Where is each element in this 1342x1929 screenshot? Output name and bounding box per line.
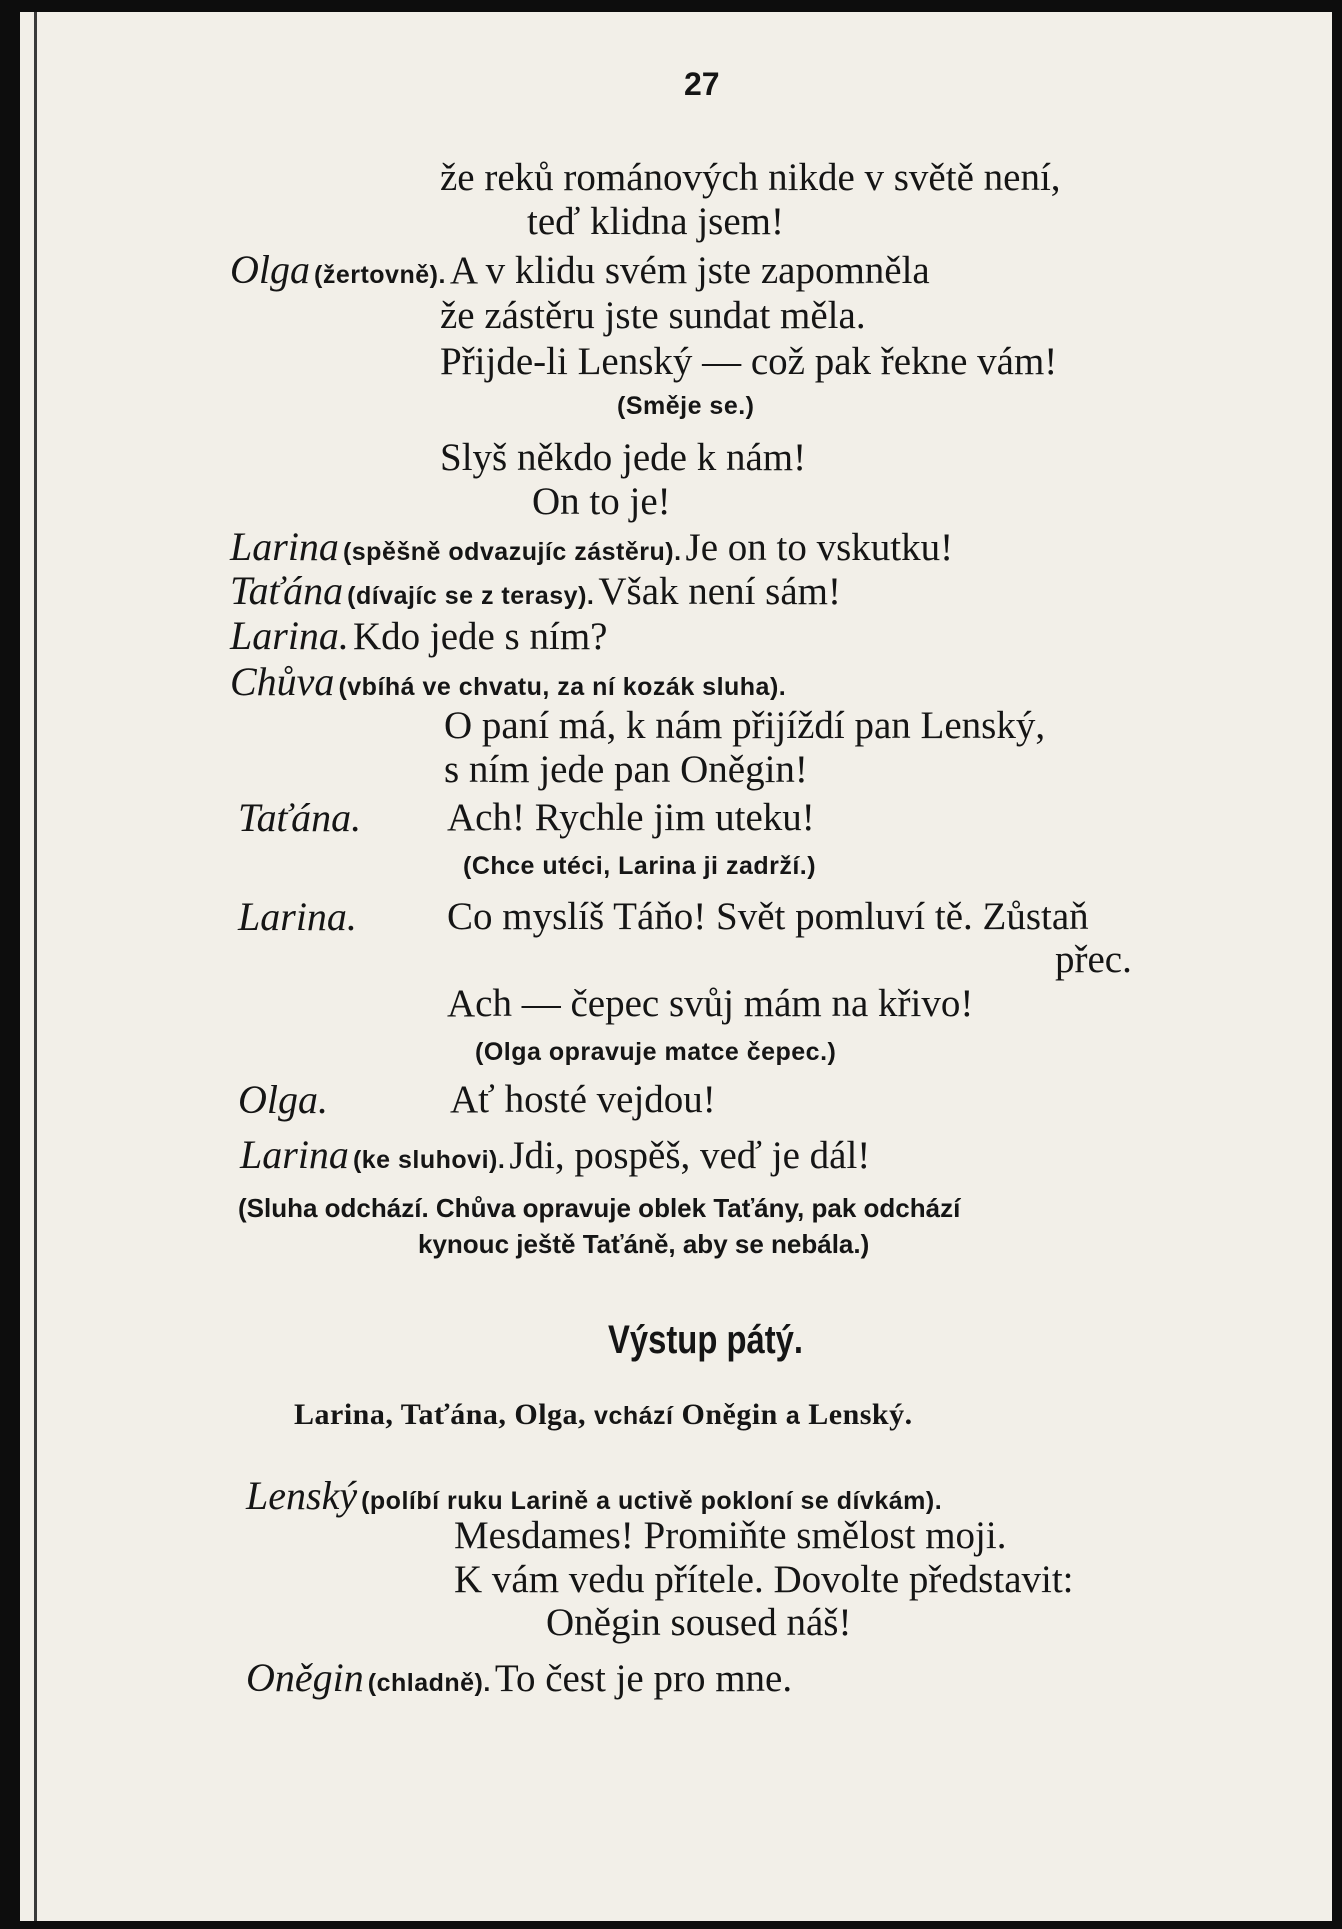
dialogue-line	[246, 1655, 793, 1700]
page-number: 27	[684, 66, 720, 102]
dialogue-line	[230, 659, 787, 704]
speaker-name: Oněgin	[246, 1655, 364, 1700]
speaker-name: Olga.	[238, 1077, 328, 1122]
scan-border-bottom	[0, 1921, 1342, 1929]
scene-heading: Výstup pátý.	[608, 1318, 804, 1362]
binding-edge	[34, 12, 37, 1921]
stage-direction: (Olga opravuje matce čepec.)	[475, 1038, 837, 1066]
speaker-name: Larina.	[230, 613, 349, 658]
cast-names: Larina, Taťána, Olga,	[294, 1398, 587, 1431]
stage-direction: (dívajíc se z terasy).	[347, 582, 595, 610]
verse-line: Oněgin soused náš!	[546, 1601, 852, 1644]
verse-line: Ať hosté vejdou!	[450, 1078, 716, 1121]
scan-border-left	[0, 0, 20, 1929]
verse-text: To čest je pro mne.	[494, 1657, 793, 1700]
verse-line: teď klidna jsem!	[527, 200, 784, 243]
dialogue-line	[240, 1132, 871, 1177]
stage-direction: (vbíhá ve chvatu, za ní kozák sluha).	[338, 673, 787, 701]
stage-direction: (ke sluhovi).	[352, 1146, 506, 1174]
verse-line: On to je!	[532, 480, 671, 523]
cast-name: Oněgin	[681, 1398, 778, 1431]
speaker-name: Larina	[240, 1132, 349, 1177]
cast-list	[294, 1400, 913, 1430]
cast-conjunction: a	[785, 1402, 801, 1430]
speaker-name: Lenský	[246, 1473, 358, 1518]
verse-line: s ním jede pan Oněgin!	[444, 748, 808, 791]
stage-direction: (žertovně).	[314, 261, 446, 289]
speaker-name: Chůva	[230, 659, 335, 704]
speaker-name: Larina.	[238, 894, 357, 939]
scan-border-right	[1332, 0, 1342, 1929]
speaker-name: Olga	[230, 247, 310, 292]
stage-direction: (chladně).	[367, 1669, 491, 1697]
stage-direction: (spěšně odvazujíc zástěru).	[342, 538, 682, 566]
verse-text: Jdi, pospěš, veď je dál!	[509, 1134, 871, 1177]
cast-verb: vchází	[594, 1402, 674, 1430]
dialogue-line	[230, 247, 930, 292]
verse-text: Je on to vskutku!	[685, 526, 954, 569]
verse-line: Mesdames! Promiňte smělost moji.	[454, 1514, 1007, 1557]
speaker-name: Larina	[230, 524, 339, 569]
verse-line: přec.	[1055, 938, 1132, 981]
scan-border-top	[0, 0, 1342, 12]
dialogue-line	[230, 568, 841, 613]
verse-line: Přijde-li Lenský — což pak řekne vám!	[440, 340, 1058, 383]
verse-line: Ach — čepec svůj mám na křivo!	[447, 982, 974, 1025]
dialogue-line	[230, 524, 954, 569]
verse-line: že reků románových nikde v světě není,	[440, 156, 1061, 199]
verse-line: Slyš někdo jede k nám!	[440, 436, 807, 479]
dialogue-line	[246, 1473, 943, 1518]
dialogue-line	[230, 613, 608, 658]
verse-line: Co myslíš Táňo! Svět pomluví tě. Zůstaň	[447, 895, 1089, 938]
stage-direction: (Chce utéci, Larina ji zadrží.)	[463, 852, 817, 880]
stage-direction: (Směje se.)	[617, 392, 755, 420]
verse-line: K vám vedu přítele. Dovolte představit:	[454, 1558, 1074, 1601]
stage-direction: (Sluha odchází. Chůva opravuje oblek Taťány, pak odchází	[238, 1193, 961, 1223]
verse-text: A v klidu svém jste zapomněla	[449, 249, 930, 292]
verse-line: O paní má, k nám přijíždí pan Lenský,	[444, 704, 1046, 747]
verse-text: Kdo jede s ním?	[352, 615, 608, 658]
verse-line: že zástěru jste sundat měla.	[440, 294, 866, 337]
verse-line: Ach! Rychle jim uteku!	[447, 796, 815, 839]
speaker-name: Taťána	[230, 568, 344, 613]
verse-text: Však není sám!	[598, 570, 841, 613]
stage-direction: kynouc ještě Taťáně, aby se nebála.)	[418, 1229, 870, 1259]
stage-direction: (políbí ruku Larině a uctivě pokloní se dívkám).	[361, 1487, 943, 1515]
speaker-name: Taťána.	[238, 795, 362, 840]
cast-name: Lenský.	[808, 1398, 913, 1431]
